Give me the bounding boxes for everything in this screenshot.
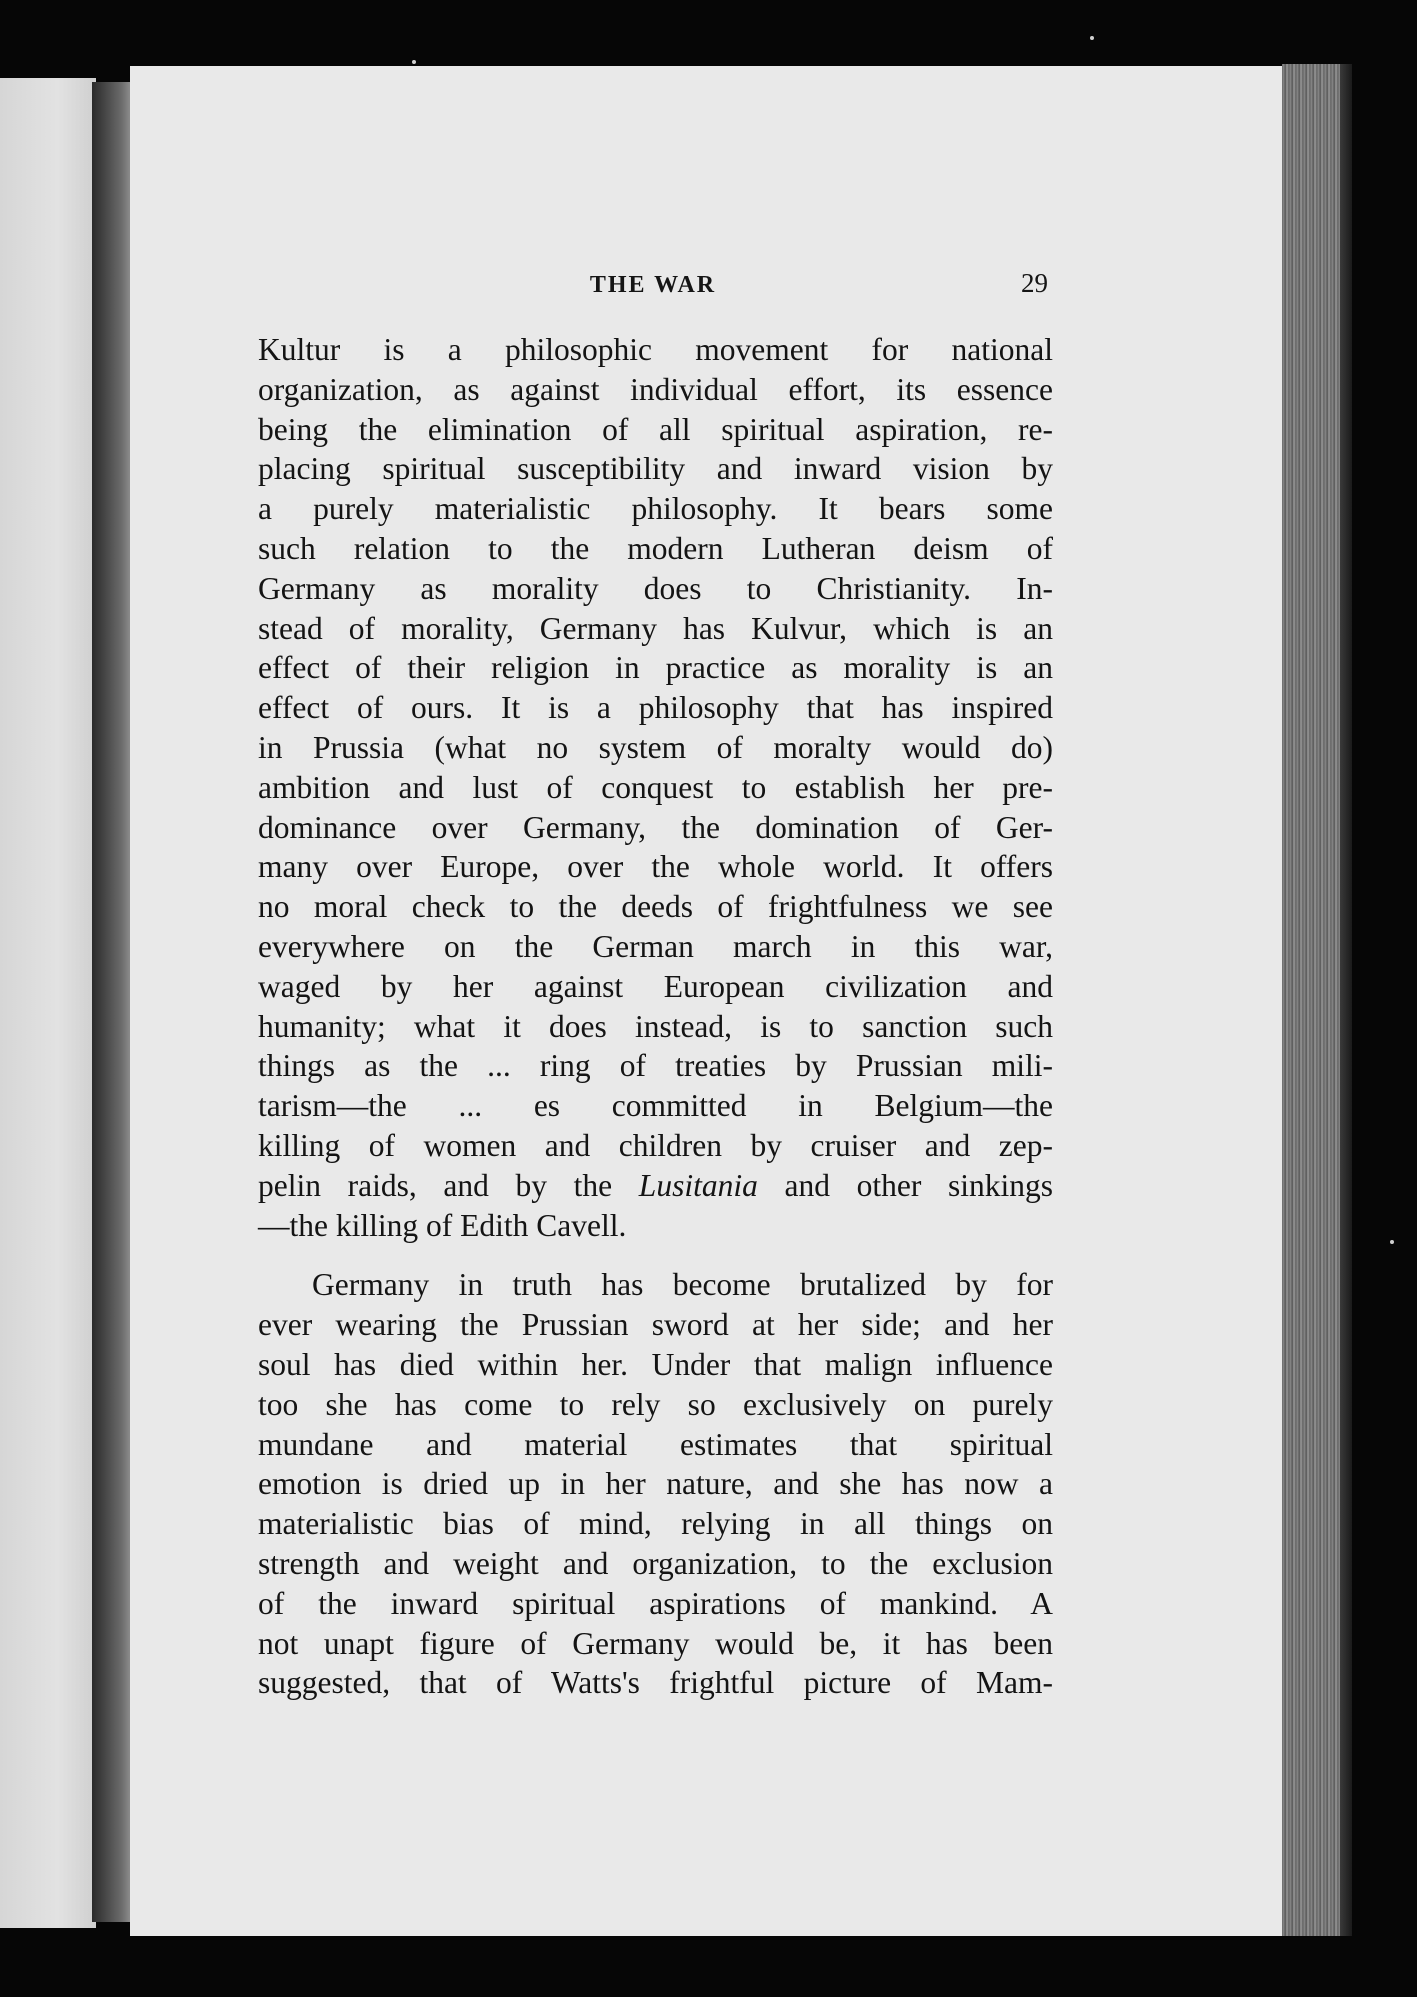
text-line: organization, as against individual effort, its essence [258, 371, 1053, 407]
page-number: 29 [1021, 268, 1048, 298]
text-line: no moral check to the deeds of frightfulness we see [258, 889, 1053, 925]
scan-speck [1390, 1240, 1394, 1244]
text-line: tarism—the ... es committed in Belgium—the [258, 1088, 1053, 1124]
text-line: placing spiritual susceptibility and inward vision by [258, 451, 1053, 487]
text-line-with-italic [258, 1166, 1053, 1206]
text-line: materialistic bias of mind, relying in all things on [258, 1506, 1053, 1542]
page-header [258, 268, 1048, 302]
text-line: such relation to the modern Lutheran deism of [258, 530, 1053, 566]
scan-speck [412, 60, 416, 64]
text-line: dominance over Germany, the domination of Ger- [258, 809, 1053, 845]
text-line: ever wearing the Prussian sword at her side; and her [258, 1307, 1053, 1343]
text-line: —the killing of Edith Cavell. [258, 1207, 627, 1243]
text-line: many over Europe, over the whole world. It offers [258, 849, 1053, 885]
page-body [258, 330, 1053, 1703]
text-line: everywhere on the German march in this war, [258, 928, 1053, 964]
text-line: humanity; what it does instead, is to sanction such [258, 1008, 1053, 1044]
page-stack-shadow [1340, 64, 1352, 1936]
left-page-edge [0, 78, 96, 1928]
text-segment: pelin raids, and by the [258, 1167, 613, 1203]
paragraph-1 [258, 330, 1053, 1245]
text-line: a purely materialistic philosophy. It bears some [258, 491, 1053, 527]
text-line: suggested, that of Watts's frightful picture of Mam- [258, 1665, 1053, 1701]
text-line: being the elimination of all spiritual aspiration, re- [258, 411, 1053, 447]
text-line: effect of ours. It is a philosophy that has inspired [258, 690, 1053, 726]
text-line: effect of their religion in practice as morality is an [258, 650, 1053, 686]
text-line: soul has died within her. Under that malign influence [258, 1346, 1053, 1382]
text-line: in Prussia (what no system of moralty would do) [258, 729, 1053, 765]
text-segment: and other sinkings [784, 1167, 1054, 1203]
text-line: Germany in truth has become brutalized by for [312, 1267, 1053, 1303]
text-line: ambition and lust of conquest to establish her pre- [258, 769, 1053, 805]
text-line: things as the ... ring of treaties by Prussian mili- [258, 1048, 1053, 1084]
text-line: emotion is dried up in her nature, and she has now a [258, 1466, 1053, 1502]
paragraph-2 [258, 1265, 1053, 1703]
text-line: of the inward spiritual aspirations of mankind. A [258, 1585, 1053, 1621]
book-gutter [92, 82, 134, 1922]
text-line: not unapt figure of Germany would be, it has been [258, 1625, 1053, 1661]
text-line: Germany as morality does to Christianity. In- [258, 570, 1053, 606]
ship-name-italic: Lusitania [638, 1167, 758, 1203]
text-line: stead of morality, Germany has Kulvur, which is an [258, 610, 1053, 646]
text-line: Kultur is a philosophic movement for national [258, 332, 1053, 367]
running-head: THE WAR [589, 272, 717, 298]
text-line: too she has come to rely so exclusively on purely [258, 1386, 1053, 1422]
text-line: mundane and material estimates that spiritual [258, 1426, 1053, 1462]
scan-speck [1090, 36, 1094, 40]
page-stack-edge [1282, 64, 1348, 1936]
text-line: waged by her against European civilization and [258, 968, 1053, 1004]
text-line: strength and weight and organization, to the exclusion [258, 1545, 1053, 1581]
text-line: killing of women and children by cruiser and zep- [258, 1127, 1053, 1163]
